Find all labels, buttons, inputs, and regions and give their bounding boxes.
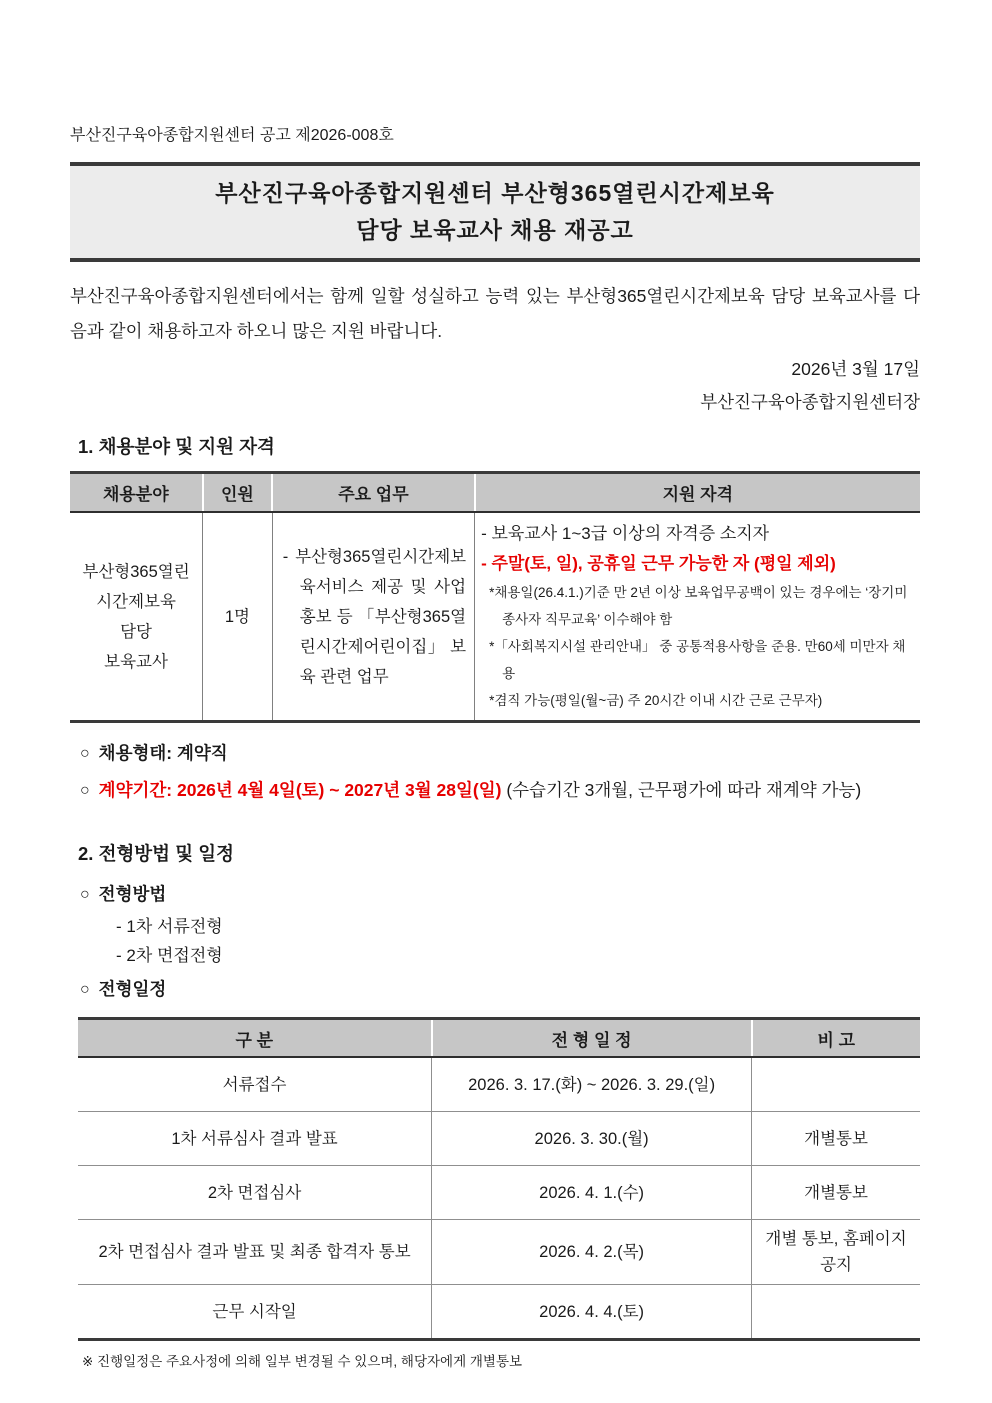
col-header-field: 채용분야	[70, 473, 203, 513]
schedule-cell: 개별 통보, 홈페이지 공지	[752, 1220, 920, 1285]
notice-number: 부산진구육아종합지원센터 공고 제2026-008호	[70, 127, 394, 144]
col-header-category: 구 분	[78, 1019, 432, 1058]
recruit-count-cell: 1명	[203, 512, 273, 722]
schedule-row-document-result	[78, 1112, 920, 1166]
recruitment-table	[70, 471, 920, 723]
recruit-field-line: 담당	[120, 622, 152, 641]
employment-type-text: 채용형태: 계약직	[98, 743, 228, 763]
contract-period-line	[70, 774, 920, 808]
schedule-table-wrapper	[78, 1017, 920, 1341]
schedule-cell: 2026. 4. 1.(수)	[432, 1166, 752, 1220]
section2-heading: 2. 전형방법 및 일정	[78, 843, 234, 864]
schedule-row-start-date	[78, 1285, 920, 1340]
document-title-line2: 담당 보육교사 채용 재공고	[356, 217, 634, 243]
schedule-cell: 2026. 4. 2.(목)	[432, 1220, 752, 1285]
schedule-cell	[752, 1285, 920, 1340]
schedule-cell: 개별통보	[752, 1166, 920, 1220]
recruit-qualification-cell	[475, 512, 920, 722]
section1-heading: 1. 채용분야 및 지원 자격	[78, 436, 275, 457]
schedule-cell: 1차 서류심사 결과 발표	[78, 1112, 432, 1166]
qualification-line: - 보육교사 1~3급 이상의 자격증 소지자	[481, 524, 770, 543]
col-header-remarks: 비 고	[752, 1019, 920, 1058]
qualification-note: *채용일(26.4.1.)기준 만 2년 이상 보육업무공백이 있는 경우에는 ‘장기미종사자 직무교육’ 이수해야 함	[489, 585, 908, 627]
schedule-cell: 2026. 4. 4.(토)	[432, 1285, 752, 1340]
intro-paragraph: 부산진구육아종합지원센터에서는 함께 일할 성실하고 능력 있는 부산형365열린시간제보육 담당 보육교사를 다음과 같이 채용하고자 하오니 많은 지원 바랍니다.	[70, 286, 920, 341]
schedule-footnote: ※ 진행일정은 주요사정에 의해 일부 변경될 수 있으며, 해당자에게 개별통보	[82, 1354, 523, 1369]
signer-name: 부산진구육아종합지원센터장	[700, 392, 920, 412]
schedule-cell: 2차 면접심사	[78, 1166, 432, 1220]
qualification-note: *겸직 가능(평일(월~금) 주 20시간 이내 시간 근로 근무자)	[489, 693, 823, 708]
schedule-row-application	[78, 1057, 920, 1112]
schedule-row-interview	[78, 1166, 920, 1220]
method-label: 전형방법	[98, 884, 167, 904]
schedule-cell: 개별통보	[752, 1112, 920, 1166]
method-item: - 2차 면접전형	[116, 946, 223, 965]
circle-bullet-icon: ○	[80, 782, 90, 799]
col-header-count: 인원	[203, 473, 273, 513]
schedule-cell: 2차 면접심사 결과 발표 및 최종 합격자 통보	[78, 1220, 432, 1285]
schedule-cell	[752, 1057, 920, 1112]
duties-text: - 부산형365열린시간제보육서비스 제공 및 사업 홍보 등 「부산형365열린시간제어린이집」 보육 관련 업무	[282, 547, 467, 686]
recruit-duties-cell	[272, 512, 474, 722]
recruit-field-line: 보육교사	[104, 652, 168, 671]
schedule-table	[78, 1017, 920, 1341]
circle-bullet-icon: ○	[80, 745, 90, 762]
schedule-cell: 서류접수	[222, 1075, 287, 1094]
schedule-label-line	[70, 973, 920, 1007]
recruitment-table-header-row	[70, 473, 920, 513]
announcement-date: 2026년 3월 17일	[791, 359, 920, 379]
method-label-line	[70, 878, 920, 912]
contract-period-highlight: 계약기간: 2026년 4월 4일(토) ~ 2027년 3월 28일(일)	[98, 780, 502, 800]
col-header-qualification: 지원 자격	[475, 473, 920, 513]
contract-period-note: (수습기간 3개월, 근무평가에 따라 재계약 가능)	[501, 780, 862, 800]
schedule-cell: 근무 시작일	[78, 1285, 432, 1340]
recruit-field-line: 부산형365열린	[82, 562, 190, 581]
document-title-box	[70, 162, 920, 262]
col-header-duties: 주요 업무	[272, 473, 474, 513]
document-title-line1: 부산진구육아종합지원센터 부산형365열린시간제보육	[215, 180, 775, 206]
recruitment-table-body-row	[70, 512, 920, 722]
schedule-cell: 2026. 3. 30.(월)	[432, 1112, 752, 1166]
circle-bullet-icon: ○	[80, 886, 90, 903]
method-item: - 1차 서류전형	[116, 917, 223, 936]
recruit-field-cell	[70, 512, 203, 722]
employment-type-line	[70, 737, 920, 771]
recruit-field-line: 시간제보육	[96, 592, 176, 611]
col-header-schedule: 전 형 일 정	[432, 1019, 752, 1058]
schedule-row-final-result	[78, 1220, 920, 1285]
circle-bullet-icon: ○	[80, 981, 90, 998]
schedule-cell: 2026. 3. 17.(화) ~ 2026. 3. 29.(일)	[432, 1057, 752, 1112]
schedule-label: 전형일정	[98, 979, 167, 999]
qualification-line-highlight: - 주말(토, 일), 공휴일 근무 가능한 자 (평일 제외)	[481, 554, 836, 573]
qualification-note: *「사회복지시설 관리안내」 중 공통적용사항을 준용. 만60세 미만자 채용	[489, 639, 906, 681]
schedule-table-header-row	[78, 1019, 920, 1058]
